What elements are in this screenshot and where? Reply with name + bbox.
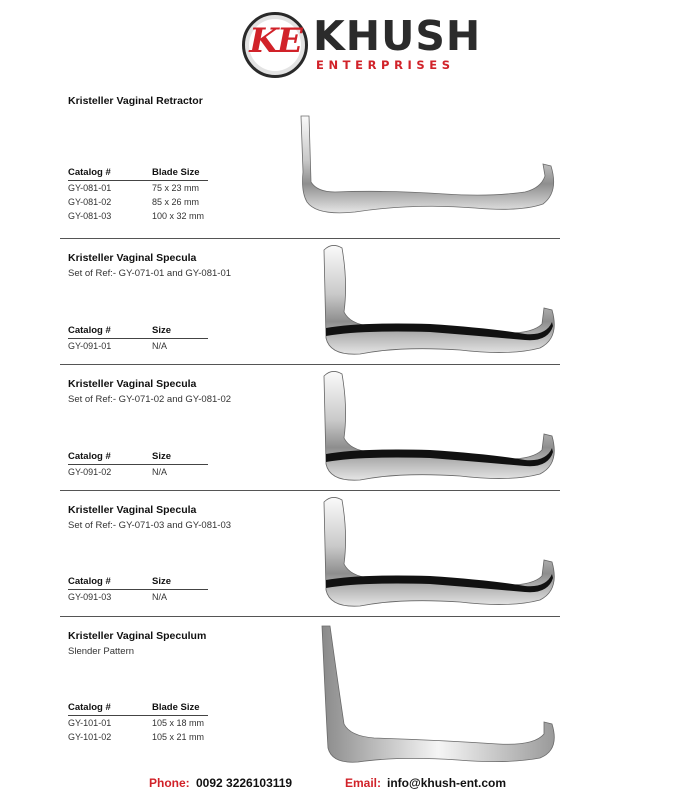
table-row: [68, 730, 208, 744]
logo-name: KHUSH: [313, 12, 482, 60]
retractor-instrument-image: [295, 112, 565, 222]
product-section-3: [0, 364, 689, 490]
col-size-header: Size: [152, 451, 172, 462]
col-size-header: Blade Size: [152, 702, 200, 713]
slender-speculum-instrument-image: [318, 624, 566, 766]
product-title: Kristeller Vaginal Retractor: [68, 95, 203, 107]
product-subtitle: Slender Pattern: [68, 646, 135, 657]
product-section-2: [0, 238, 689, 364]
contact-footer: [0, 776, 689, 794]
blade-size: 105 x 18 mm: [152, 718, 205, 728]
phone-label: Phone:: [149, 776, 190, 790]
catalog-number: GY-101-01: [68, 718, 112, 728]
email-address: info@khush-ent.com: [387, 776, 507, 790]
size-value: N/A: [152, 592, 168, 602]
size-value: N/A: [152, 341, 168, 351]
col-size-header: Blade Size: [152, 167, 200, 178]
catalog-number: GY-091-03: [68, 592, 112, 602]
catalog-number: GY-101-02: [68, 732, 112, 742]
product-title: Kristeller Vaginal Specula: [68, 504, 197, 516]
col-catalog-header: Catalog #: [68, 702, 111, 713]
product-title: Kristeller Vaginal Specula: [68, 378, 197, 390]
product-title: Kristeller Vaginal Specula: [68, 252, 197, 264]
product-subtitle: Set of Ref:- GY-071-03 and GY-081-03: [68, 520, 232, 531]
col-catalog-header: Catalog #: [68, 576, 111, 587]
table-header: [68, 702, 208, 716]
table-row: [68, 181, 208, 195]
table-header: [68, 167, 208, 181]
col-catalog-header: Catalog #: [68, 325, 111, 336]
catalog-number: GY-091-02: [68, 467, 112, 477]
catalog-table: [68, 451, 208, 479]
catalog-number: GY-081-01: [68, 183, 112, 193]
product-section-5: [0, 616, 689, 766]
product-subtitle: Set of Ref:- GY-071-02 and GY-081-02: [68, 394, 232, 405]
table-row: [68, 339, 208, 353]
catalog-table: [68, 576, 208, 604]
catalog-number: GY-081-03: [68, 211, 112, 221]
table-header: [68, 576, 208, 590]
blade-size: 105 x 21 mm: [152, 732, 205, 742]
col-catalog-header: Catalog #: [68, 167, 111, 178]
catalog-table: [68, 325, 208, 353]
catalog-number: GY-081-02: [68, 197, 112, 207]
col-catalog-header: Catalog #: [68, 451, 111, 462]
catalog-table: [68, 702, 208, 744]
blade-size: 75 x 23 mm: [152, 183, 200, 193]
product-title: Kristeller Vaginal Speculum: [68, 630, 207, 642]
catalog-table: [68, 167, 208, 223]
size-value: N/A: [152, 467, 168, 477]
table-row: [68, 590, 208, 604]
col-size-header: Size: [152, 325, 172, 336]
specula-set-instrument-image: [320, 494, 565, 612]
product-subtitle: Set of Ref:- GY-071-01 and GY-081-01: [68, 268, 232, 279]
specula-set-instrument-image: [320, 368, 565, 486]
col-size-header: Size: [152, 576, 172, 587]
table-row: [68, 209, 208, 223]
table-row: [68, 465, 208, 479]
table-row: [68, 716, 208, 730]
product-section-4: [0, 490, 689, 616]
logo-initials: KE: [249, 21, 301, 61]
email-label: Email:: [345, 776, 382, 790]
product-section-1: [0, 0, 689, 238]
catalog-number: GY-091-01: [68, 341, 112, 351]
blade-size: 100 x 32 mm: [152, 211, 205, 221]
specula-set-instrument-image: [320, 242, 565, 360]
logo-subtitle: ENTERPRISES: [316, 58, 455, 72]
table-row: [68, 195, 208, 209]
table-header: [68, 325, 208, 339]
phone-number: 0092 3226103119: [196, 776, 293, 790]
blade-size: 85 x 26 mm: [152, 197, 200, 207]
table-header: [68, 451, 208, 465]
